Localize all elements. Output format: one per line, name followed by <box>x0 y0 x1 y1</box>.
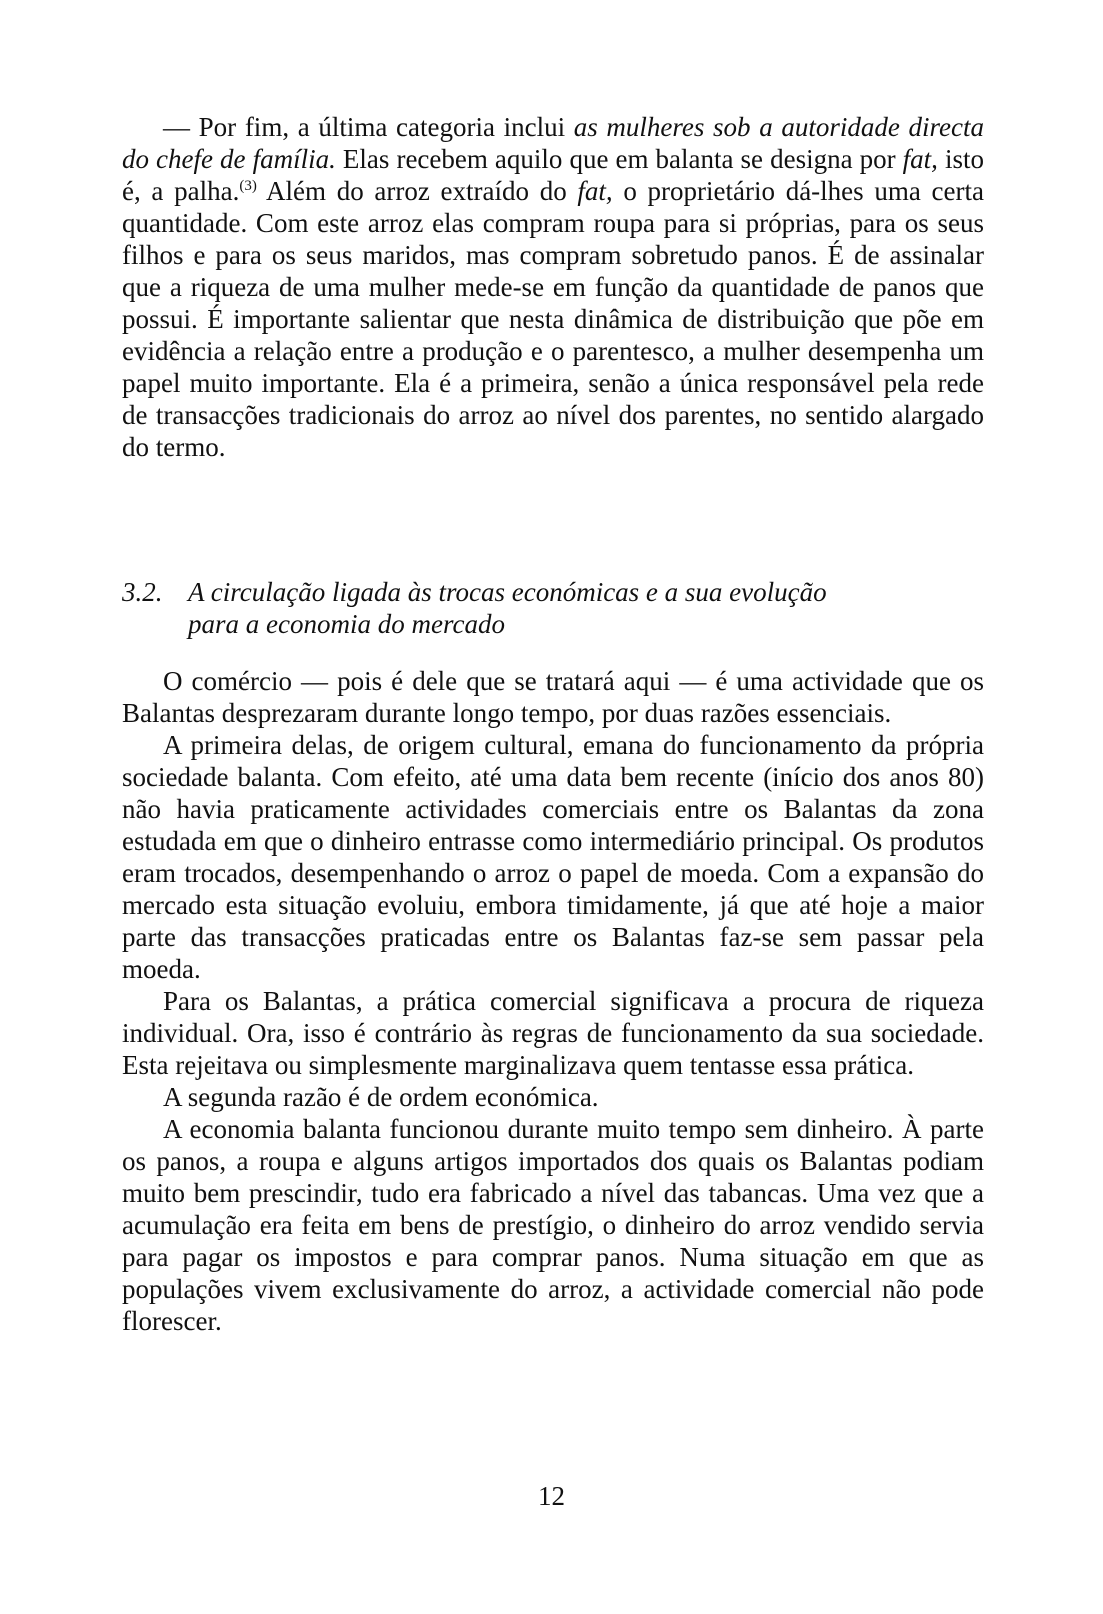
section-heading <box>122 576 984 640</box>
section-number: 3.2. <box>122 577 163 607</box>
section-body <box>122 665 984 1337</box>
paragraph-sentence-2: Além do arroz extraído do <box>256 176 578 206</box>
footnote-reference: (3) <box>239 178 257 194</box>
paragraph-women-category <box>122 111 984 463</box>
page-number: 12 <box>538 1481 565 1511</box>
paragraph-lead: — Por fim, a última categoria inclui <box>163 112 574 142</box>
paragraph-rest: o proprietário dá-lhes uma certa quantidade. Com este arroz elas compram roupa para si próprias, para os seus filhos e para os seus maridos, mas compram sobretudo panos. É de assinalar que a riqueza de uma mulher mede-se em função da quantidade de panos que possui. É importante salientar que nesta dinâmica de distribuição que põe em evidência a relação entre a produção e o parentesco, a mulher desempenha um papel muito importante. Ela é a primeira, senão a única responsável pela rede de transacções tradicionais do arroz ao nível dos parentes, no sentido alargado do termo. <box>122 176 984 462</box>
section-title-line-1: A circulação ligada às trocas económicas e a sua evolução <box>188 577 827 607</box>
paragraph-second-reason: A segunda razão é de ordem económica. <box>163 1082 599 1112</box>
paragraph-economy: A economia balanta funcionou durante muito tempo sem dinheiro. À parte os panos, a roupa e alguns artigos importados dos quais os Balantas podiam muito bem prescindir, tudo era fabricado a nível das tabancas. Uma vez que a acumulação era feita em bens de prestígio, o dinheiro do arroz vendido servia para pagar os impostos e para comprar panos. Numa situação em que as populações vivem exclusivamente do arroz, a actividade comercial não pode florescer. <box>122 1114 984 1336</box>
emphasis-fat-term: fat, <box>902 144 938 174</box>
intro-paragraph-block <box>122 111 984 463</box>
paragraph-mid-1: Elas recebem aquilo que em balanta se designa por <box>335 144 903 174</box>
paragraph-mid-2: isto é, a palha. <box>122 144 984 206</box>
section-title-line-2: para a economia do mercado <box>188 609 505 639</box>
emphasis-fat-term-2: fat, <box>577 176 613 206</box>
emphasis-women-authority: as mulheres sob a autoridade directa do chefe de família. <box>122 112 984 174</box>
paragraph-individual-wealth: Para os Balantas, a prática comercial significava a procura de riqueza individual. Ora, isso é contrário às regras de funcionamento da sua sociedade. Esta rejeitava ou simplesmente marginalizava quem tentasse essa prática. <box>122 986 984 1080</box>
section-title <box>188 576 984 640</box>
paragraph-first-reason: A primeira delas, de origem cultural, emana do funcionamento da própria sociedade balanta. Com efeito, até uma data bem recente (início dos anos 80) não havia praticamente actividades comerciais entre os Balantas da zona estudada em que o dinheiro entrasse como intermediário principal. Os produtos eram trocados, desempenhando o arroz o papel de moeda. Com a expansão do mercado esta situação evoluiu, embora timidamente, já que até hoje a maior parte das transacções praticadas entre os Balantas faz-se sem passar pela moeda. <box>122 730 984 984</box>
paragraph-commerce: O comércio — pois é dele que se tratará aqui — é uma actividade que os Balantas desprezaram durante longo tempo, por duas razões essenciais. <box>122 666 984 728</box>
